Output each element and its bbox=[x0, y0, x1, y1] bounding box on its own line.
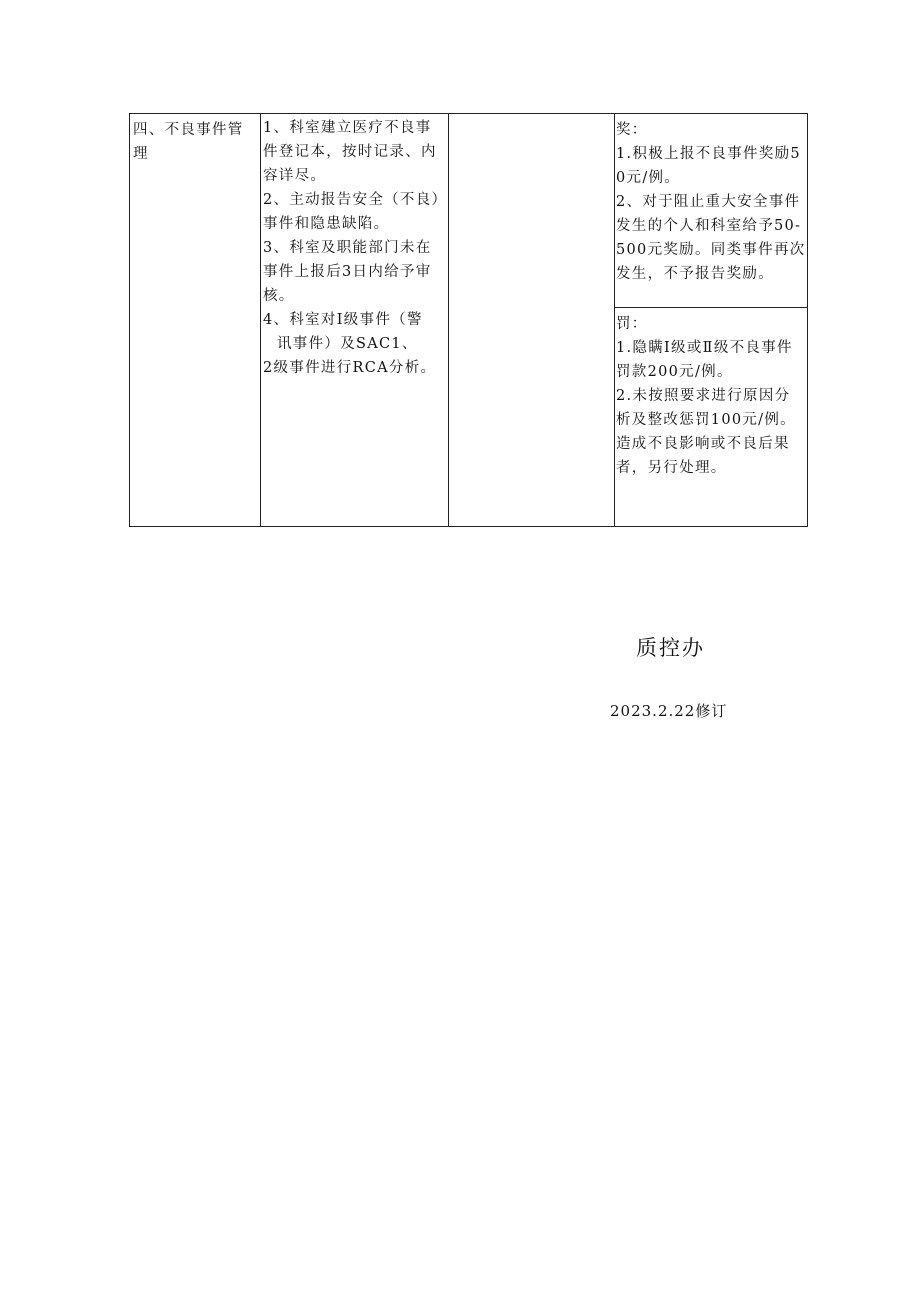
category-cell bbox=[130, 114, 261, 526]
reward-line-2: 2、对于阻止重大安全事件发生的个人和科室给予50-500元奖励。同类事件再次发生，不予报告奖励。 bbox=[616, 194, 806, 282]
penalty-heading: 罚： bbox=[616, 316, 648, 332]
penalty-line-1: 1.隐瞒Ⅰ级或Ⅱ级不良事件罚款200元/例。 bbox=[616, 340, 793, 380]
issuer-signature: 质控办 bbox=[636, 636, 705, 660]
content-item-4b: 讯事件）及SAC1、 bbox=[277, 336, 418, 352]
penalty-line-2: 2.未按照要求进行原因分析及整改惩罚100元/例。造成不良影响或不良后果者，另行处理。 bbox=[616, 388, 796, 476]
content-item-2: 2、主动报告安全（不良）事件和隐患缺陷。 bbox=[263, 192, 441, 232]
blank-cell bbox=[449, 114, 615, 526]
penalty-subcell bbox=[615, 308, 808, 526]
reward-penalty-cell bbox=[615, 114, 808, 526]
content-item-4c: 2级事件进行RCA分析。 bbox=[263, 360, 437, 376]
reward-heading: 奖： bbox=[616, 122, 648, 138]
penalty-text bbox=[615, 308, 808, 480]
content-item-4a: 4、科室对Ⅰ级事件（警 bbox=[263, 312, 423, 328]
reward-subcell bbox=[615, 114, 808, 308]
content-item-1: 1、科室建立医疗不良事件登记本，按时记录、内容详尽。 bbox=[263, 120, 437, 184]
content-cell bbox=[261, 114, 449, 526]
content-list bbox=[261, 114, 448, 380]
content-item-3: 3、科室及职能部门未在事件上报后3日内给予审核。 bbox=[263, 240, 432, 304]
revision-date: 2023.2.22修订 bbox=[610, 702, 728, 720]
reward-line-1: 1.积极上报不良事件奖励50元/例。 bbox=[616, 146, 801, 186]
category-label: 四、不良事件管理 bbox=[133, 122, 244, 162]
rules-table bbox=[129, 113, 808, 527]
reward-text bbox=[615, 114, 808, 286]
